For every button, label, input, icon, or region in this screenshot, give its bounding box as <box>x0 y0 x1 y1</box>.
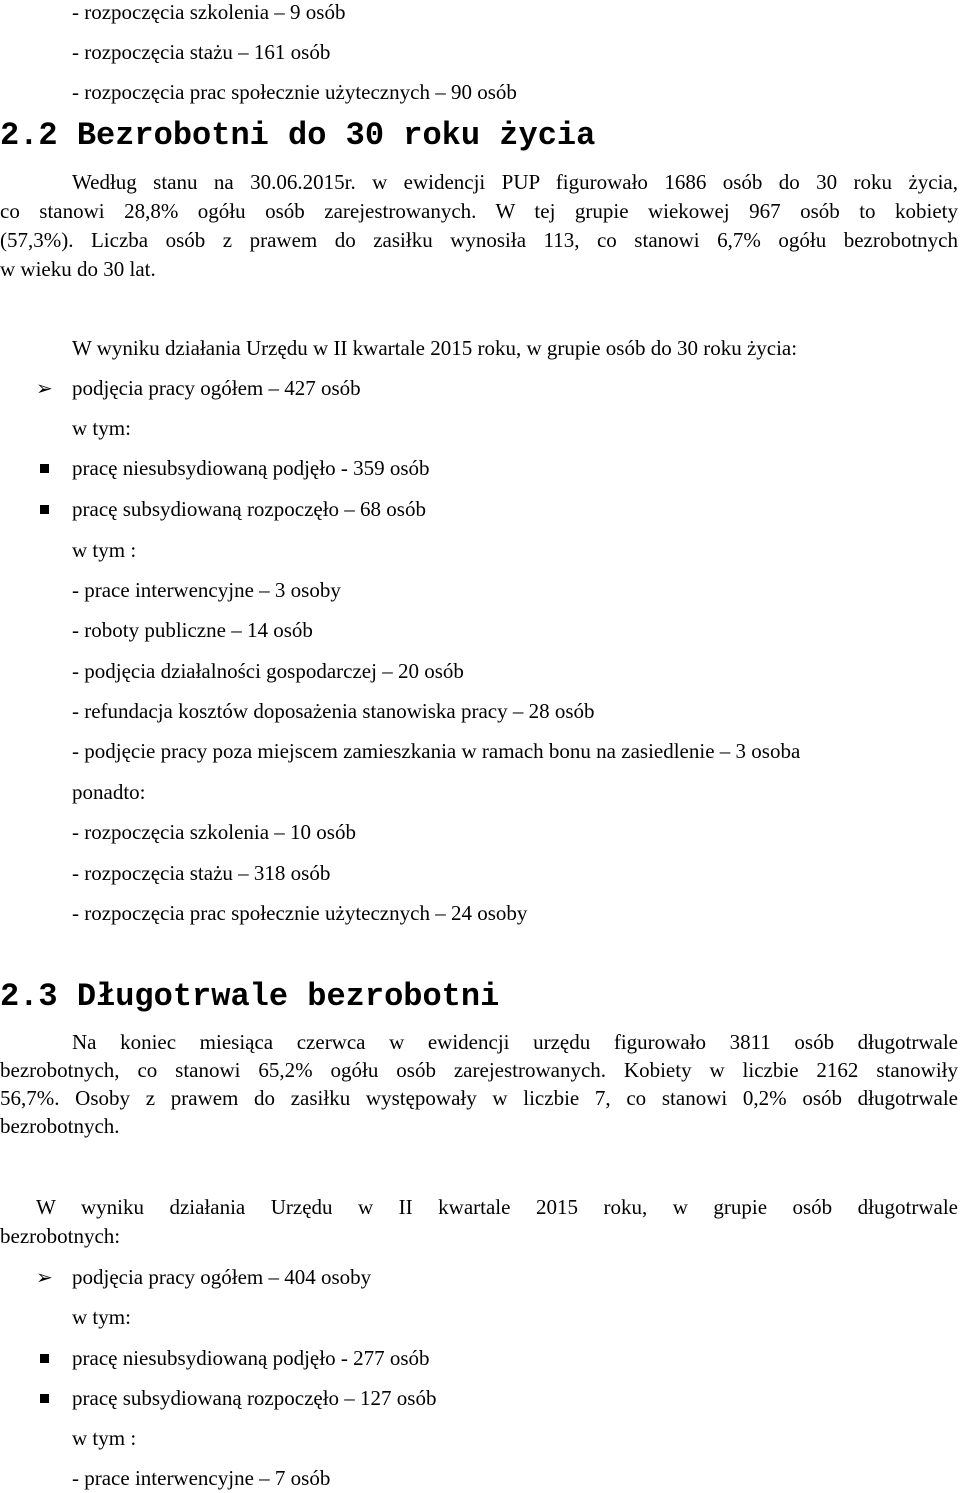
square-bullet-icon <box>40 1354 49 1363</box>
square-bullet-icon <box>40 464 49 473</box>
paragraph-line: 56,7%. Osoby z prawem do zasiłku występowały w liczbie 7, co stanowi 0,2% osób długotrwale <box>0 1086 958 1110</box>
list-item: - prace interwencyjne – 7 osób <box>72 1466 331 1490</box>
paragraph-line: Według stanu na 30.06.2015r. w ewidencji PUP figurowało 1686 osób do 30 roku życia, <box>72 170 958 194</box>
section-heading: 2.3 Długotrwale bezrobotni <box>0 978 500 1015</box>
paragraph-line: bezrobotnych. <box>0 1114 120 1138</box>
bullet-item: pracę niesubsydiowaną podjęło - 277 osób <box>72 1346 430 1370</box>
paragraph-line: bezrobotnych: <box>0 1224 121 1248</box>
paragraph-line: W wyniku działania Urzędu w II kwartale 2015 roku, w grupie osób długotrwale <box>36 1195 958 1219</box>
paragraph-line: (57,3%). Liczba osób z prawem do zasiłku wynosiła 113, co stanowi 6,7% ogółu bezrobotnych <box>0 228 958 252</box>
arrow-item: podjęcia pracy ogółem – 427 osób <box>72 376 361 400</box>
arrow-bullet-icon: ➢ <box>36 376 53 400</box>
square-bullet-icon <box>40 505 49 514</box>
bullet-item: pracę subsydiowaną rozpoczęło – 127 osób <box>72 1386 437 1410</box>
list-item: - rozpoczęcia szkolenia – 9 osób <box>72 0 346 24</box>
list-item: - rozpoczęcia prac społecznie użytecznych – 24 osoby <box>72 901 528 925</box>
arrow-item: podjęcia pracy ogółem – 404 osoby <box>72 1265 372 1289</box>
square-bullet-icon <box>40 1394 49 1403</box>
list-item: - rozpoczęcia prac społecznie użytecznych – 90 osób <box>72 80 517 104</box>
w-tym-label: w tym : <box>72 1426 137 1450</box>
paragraph-line: w wieku do 30 lat. <box>0 257 156 281</box>
section-heading: 2.2 Bezrobotni do 30 roku życia <box>0 117 596 154</box>
w-tym-label: w tym: <box>72 416 131 440</box>
paragraph-line: bezrobotnych, co stanowi 65,2% ogółu osób zarejestrowanych. Kobiety w liczbie 2162 stanowiły <box>0 1058 958 1082</box>
list-item: - rozpoczęcia stażu – 318 osób <box>72 861 331 885</box>
arrow-bullet-icon: ➢ <box>36 1265 53 1289</box>
list-item: - rozpoczęcia stażu – 161 osób <box>72 40 331 64</box>
list-item: - podjęcia działalności gospodarczej – 20 osób <box>72 659 464 683</box>
bullet-item: pracę niesubsydiowaną podjęło - 359 osób <box>72 456 430 480</box>
list-item: - podjęcie pracy poza miejscem zamieszkania w ramach bonu na zasiedlenie – 3 osoba <box>72 739 801 763</box>
w-tym-label: w tym: <box>72 1305 131 1329</box>
paragraph-line: Na koniec miesiąca czerwca w ewidencji urzędu figurowało 3811 osób długotrwale <box>72 1030 958 1054</box>
paragraph-line: co stanowi 28,8% ogółu osób zarejestrowanych. W tej grupie wiekowej 967 osób to kobiety <box>0 199 958 223</box>
bullet-item: pracę subsydiowaną rozpoczęło – 68 osób <box>72 497 426 521</box>
list-item: - roboty publiczne – 14 osób <box>72 618 313 642</box>
list-item: - rozpoczęcia szkolenia – 10 osób <box>72 820 356 844</box>
w-tym-label: w tym : <box>72 538 137 562</box>
result-intro: W wyniku działania Urzędu w II kwartale 2015 roku, w grupie osób do 30 roku życia: <box>72 336 798 360</box>
list-item: - prace interwencyjne – 3 osoby <box>72 578 341 602</box>
ponadto-label: ponadto: <box>72 780 146 804</box>
list-item: - refundacja kosztów doposażenia stanowiska pracy – 28 osób <box>72 699 595 723</box>
